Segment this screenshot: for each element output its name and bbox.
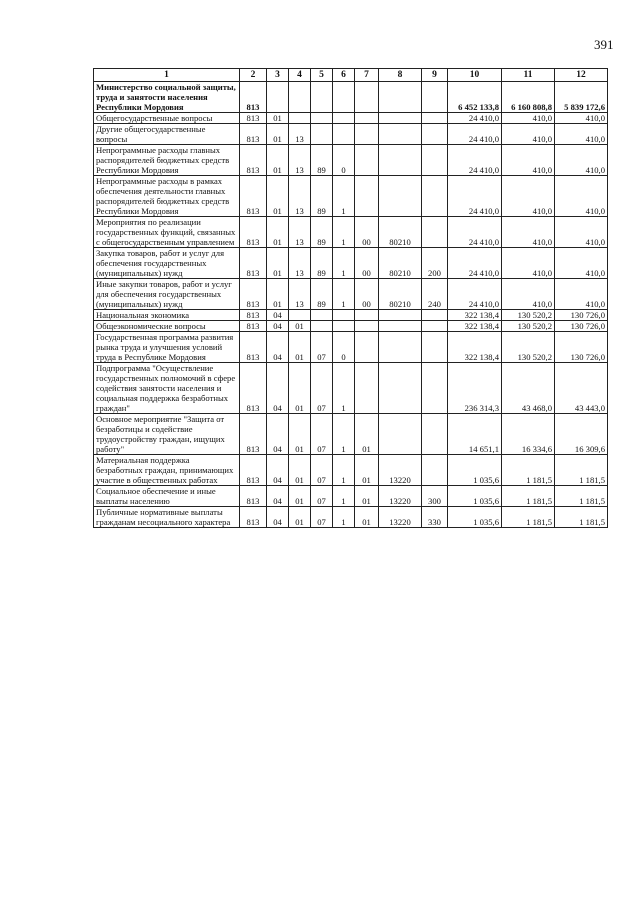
value-col-10: 24 410,0	[448, 124, 502, 145]
code-event: 00	[355, 279, 379, 310]
table-row	[94, 217, 608, 248]
column-header: 9	[422, 69, 448, 82]
value-col-10: 24 410,0	[448, 113, 502, 124]
code-program: 07	[311, 486, 333, 507]
code-expense-type	[422, 310, 448, 321]
code-ministry: 813	[240, 486, 267, 507]
code-program: 89	[311, 217, 333, 248]
row-name: Материальная поддержка безработных граждан, принимающих участие в общественных работах	[94, 455, 240, 486]
value-col-11: 1 181,5	[502, 507, 555, 528]
code-program	[311, 310, 333, 321]
row-name: Публичные нормативные выплаты гражданам несоциального характера	[94, 507, 240, 528]
code-program: 07	[311, 332, 333, 363]
code-ministry: 813	[240, 507, 267, 528]
code-direction	[379, 82, 422, 113]
table-row	[94, 455, 608, 486]
code-subsection	[289, 113, 311, 124]
code-event	[355, 332, 379, 363]
table-row	[94, 248, 608, 279]
code-direction	[379, 363, 422, 414]
value-col-12: 1 181,5	[555, 507, 608, 528]
code-subsection	[289, 82, 311, 113]
code-subprogram: 1	[333, 455, 355, 486]
code-subprogram: 1	[333, 176, 355, 217]
row-name: Государственная программа развития рынка труда и улучшения условий труда в Республике Мордовия	[94, 332, 240, 363]
code-section: 04	[267, 486, 289, 507]
value-col-10: 24 410,0	[448, 176, 502, 217]
column-header: 7	[355, 69, 379, 82]
code-event	[355, 176, 379, 217]
table-row	[94, 486, 608, 507]
code-subsection: 13	[289, 176, 311, 217]
value-col-10: 24 410,0	[448, 248, 502, 279]
row-name: Министерство социальной защиты, труда и занятости населения Республики Мордовия	[94, 82, 240, 113]
value-col-11: 410,0	[502, 145, 555, 176]
code-expense-type: 200	[422, 248, 448, 279]
code-direction	[379, 145, 422, 176]
value-col-11: 130 520,2	[502, 321, 555, 332]
code-section: 01	[267, 279, 289, 310]
code-ministry: 813	[240, 124, 267, 145]
code-program: 89	[311, 145, 333, 176]
value-col-10: 322 138,4	[448, 310, 502, 321]
code-section: 04	[267, 507, 289, 528]
code-ministry: 813	[240, 332, 267, 363]
code-expense-type: 240	[422, 279, 448, 310]
code-event	[355, 363, 379, 414]
code-expense-type	[422, 145, 448, 176]
budget-table	[93, 68, 608, 528]
row-name: Общеэкономические вопросы	[94, 321, 240, 332]
table-row	[94, 279, 608, 310]
table-row	[94, 176, 608, 217]
value-col-12: 410,0	[555, 279, 608, 310]
table-row	[94, 507, 608, 528]
code-event	[355, 113, 379, 124]
code-expense-type	[422, 82, 448, 113]
code-program	[311, 124, 333, 145]
table-row	[94, 82, 608, 113]
value-col-10: 14 651,1	[448, 414, 502, 455]
code-event: 01	[355, 507, 379, 528]
code-program: 07	[311, 507, 333, 528]
code-event: 01	[355, 486, 379, 507]
code-event	[355, 145, 379, 176]
code-direction: 13220	[379, 455, 422, 486]
column-header: 12	[555, 69, 608, 82]
row-name: Основное мероприятие "Защита от безработицы и содействие трудоустройству граждан, ищущих работу"	[94, 414, 240, 455]
row-name: Иные закупки товаров, работ и услуг для обеспечения государственных (муниципальных) нужд	[94, 279, 240, 310]
code-event: 01	[355, 414, 379, 455]
code-direction	[379, 310, 422, 321]
value-col-11: 6 160 808,8	[502, 82, 555, 113]
value-col-11: 410,0	[502, 217, 555, 248]
code-expense-type: 300	[422, 486, 448, 507]
code-section: 01	[267, 176, 289, 217]
value-col-10: 1 035,6	[448, 455, 502, 486]
code-subprogram: 1	[333, 279, 355, 310]
code-ministry: 813	[240, 455, 267, 486]
value-col-10: 322 138,4	[448, 332, 502, 363]
value-col-12: 410,0	[555, 176, 608, 217]
code-ministry: 813	[240, 414, 267, 455]
code-subprogram	[333, 321, 355, 332]
code-subsection: 01	[289, 414, 311, 455]
code-section: 04	[267, 321, 289, 332]
code-direction	[379, 124, 422, 145]
table-row	[94, 363, 608, 414]
code-section: 01	[267, 248, 289, 279]
code-event	[355, 321, 379, 332]
code-subsection	[289, 310, 311, 321]
code-direction: 80210	[379, 279, 422, 310]
code-event	[355, 124, 379, 145]
code-subprogram: 1	[333, 217, 355, 248]
column-header: 2	[240, 69, 267, 82]
code-subprogram	[333, 113, 355, 124]
code-ministry: 813	[240, 310, 267, 321]
code-section: 01	[267, 217, 289, 248]
value-col-11: 16 334,6	[502, 414, 555, 455]
table-row	[94, 414, 608, 455]
code-ministry: 813	[240, 82, 267, 113]
value-col-12: 410,0	[555, 113, 608, 124]
table-body	[94, 82, 608, 528]
row-name: Социальное обеспечение и иные выплаты населению	[94, 486, 240, 507]
code-section: 01	[267, 145, 289, 176]
table-row	[94, 124, 608, 145]
code-subprogram	[333, 124, 355, 145]
code-expense-type: 330	[422, 507, 448, 528]
code-subprogram: 1	[333, 507, 355, 528]
table-row	[94, 332, 608, 363]
value-col-12: 5 839 172,6	[555, 82, 608, 113]
code-subsection: 01	[289, 332, 311, 363]
code-program	[311, 321, 333, 332]
code-subprogram: 0	[333, 332, 355, 363]
code-program: 07	[311, 414, 333, 455]
value-col-10: 24 410,0	[448, 145, 502, 176]
code-program: 89	[311, 176, 333, 217]
column-header: 8	[379, 69, 422, 82]
row-name: Непрограммные расходы в рамках обеспечения деятельности главных распорядителей бюджетных средств Республики Мордовия	[94, 176, 240, 217]
value-col-12: 130 726,0	[555, 332, 608, 363]
code-subsection: 01	[289, 486, 311, 507]
row-name: Подпрограмма "Осуществление государственных полномочий в сфере содействия занятости населения и социальная поддержка безработных граждан"	[94, 363, 240, 414]
code-subsection: 01	[289, 321, 311, 332]
code-subsection: 01	[289, 363, 311, 414]
code-event: 00	[355, 217, 379, 248]
value-col-12: 43 443,0	[555, 363, 608, 414]
value-col-12: 1 181,5	[555, 486, 608, 507]
code-program	[311, 113, 333, 124]
code-program: 07	[311, 455, 333, 486]
code-expense-type	[422, 124, 448, 145]
column-header: 11	[502, 69, 555, 82]
code-subprogram: 1	[333, 248, 355, 279]
code-ministry: 813	[240, 363, 267, 414]
code-expense-type	[422, 455, 448, 486]
row-name: Непрограммные расходы главных распорядителей бюджетных средств Республики Мордовия	[94, 145, 240, 176]
row-name: Национальная экономика	[94, 310, 240, 321]
code-expense-type	[422, 321, 448, 332]
row-name: Общегосударственные вопросы	[94, 113, 240, 124]
code-direction: 80210	[379, 248, 422, 279]
code-expense-type	[422, 414, 448, 455]
code-subsection: 01	[289, 507, 311, 528]
table-row	[94, 113, 608, 124]
code-direction	[379, 321, 422, 332]
code-direction: 13220	[379, 486, 422, 507]
code-subprogram: 1	[333, 486, 355, 507]
code-section: 04	[267, 363, 289, 414]
value-col-12: 410,0	[555, 124, 608, 145]
code-ministry: 813	[240, 217, 267, 248]
table-header-row	[94, 69, 608, 82]
code-ministry: 813	[240, 248, 267, 279]
code-event: 01	[355, 455, 379, 486]
code-direction	[379, 414, 422, 455]
code-event: 00	[355, 248, 379, 279]
value-col-11: 410,0	[502, 248, 555, 279]
row-name: Закупка товаров, работ и услуг для обеспечения государственных (муниципальных) нужд	[94, 248, 240, 279]
value-col-11: 410,0	[502, 124, 555, 145]
code-expense-type	[422, 176, 448, 217]
value-col-10: 1 035,6	[448, 486, 502, 507]
code-subsection: 13	[289, 217, 311, 248]
value-col-12: 130 726,0	[555, 310, 608, 321]
table-row	[94, 145, 608, 176]
code-subprogram: 0	[333, 145, 355, 176]
value-col-10: 24 410,0	[448, 217, 502, 248]
row-name: Другие общегосударственные вопросы	[94, 124, 240, 145]
code-subsection: 13	[289, 145, 311, 176]
code-ministry: 813	[240, 321, 267, 332]
value-col-12: 16 309,6	[555, 414, 608, 455]
value-col-12: 130 726,0	[555, 321, 608, 332]
value-col-10: 6 452 133,8	[448, 82, 502, 113]
value-col-12: 410,0	[555, 248, 608, 279]
code-ministry: 813	[240, 145, 267, 176]
code-subsection: 01	[289, 455, 311, 486]
code-event	[355, 82, 379, 113]
code-subsection: 13	[289, 124, 311, 145]
code-section	[267, 82, 289, 113]
column-header: 3	[267, 69, 289, 82]
code-subsection: 13	[289, 279, 311, 310]
value-col-11: 410,0	[502, 113, 555, 124]
row-name: Мероприятия по реализации государственных функций, связанных с общегосударственным управлением	[94, 217, 240, 248]
code-subprogram: 1	[333, 414, 355, 455]
code-program: 89	[311, 279, 333, 310]
value-col-11: 1 181,5	[502, 486, 555, 507]
value-col-10: 24 410,0	[448, 279, 502, 310]
code-event	[355, 310, 379, 321]
code-subprogram	[333, 310, 355, 321]
column-header: 1	[94, 69, 240, 82]
code-program: 07	[311, 363, 333, 414]
code-direction: 80210	[379, 217, 422, 248]
code-section: 04	[267, 455, 289, 486]
column-header: 6	[333, 69, 355, 82]
value-col-10: 322 138,4	[448, 321, 502, 332]
column-header: 4	[289, 69, 311, 82]
code-subprogram	[333, 82, 355, 113]
code-subsection: 13	[289, 248, 311, 279]
code-section: 04	[267, 414, 289, 455]
value-col-11: 410,0	[502, 176, 555, 217]
value-col-10: 236 314,3	[448, 363, 502, 414]
code-program	[311, 82, 333, 113]
value-col-12: 410,0	[555, 217, 608, 248]
code-expense-type	[422, 113, 448, 124]
column-header: 5	[311, 69, 333, 82]
code-section: 04	[267, 332, 289, 363]
code-direction	[379, 113, 422, 124]
value-col-11: 130 520,2	[502, 332, 555, 363]
column-header: 10	[448, 69, 502, 82]
table-row	[94, 321, 608, 332]
code-expense-type	[422, 217, 448, 248]
code-section: 01	[267, 113, 289, 124]
code-direction	[379, 332, 422, 363]
code-ministry: 813	[240, 113, 267, 124]
code-section: 04	[267, 310, 289, 321]
value-col-12: 1 181,5	[555, 455, 608, 486]
value-col-11: 410,0	[502, 279, 555, 310]
page-number: 391	[594, 37, 614, 52]
value-col-10: 1 035,6	[448, 507, 502, 528]
value-col-12: 410,0	[555, 145, 608, 176]
code-subprogram: 1	[333, 363, 355, 414]
value-col-11: 43 468,0	[502, 363, 555, 414]
table-row	[94, 310, 608, 321]
code-ministry: 813	[240, 176, 267, 217]
code-expense-type	[422, 332, 448, 363]
code-direction: 13220	[379, 507, 422, 528]
code-section: 01	[267, 124, 289, 145]
value-col-11: 1 181,5	[502, 455, 555, 486]
value-col-11: 130 520,2	[502, 310, 555, 321]
code-direction	[379, 176, 422, 217]
code-expense-type	[422, 363, 448, 414]
code-program: 89	[311, 248, 333, 279]
code-ministry: 813	[240, 279, 267, 310]
